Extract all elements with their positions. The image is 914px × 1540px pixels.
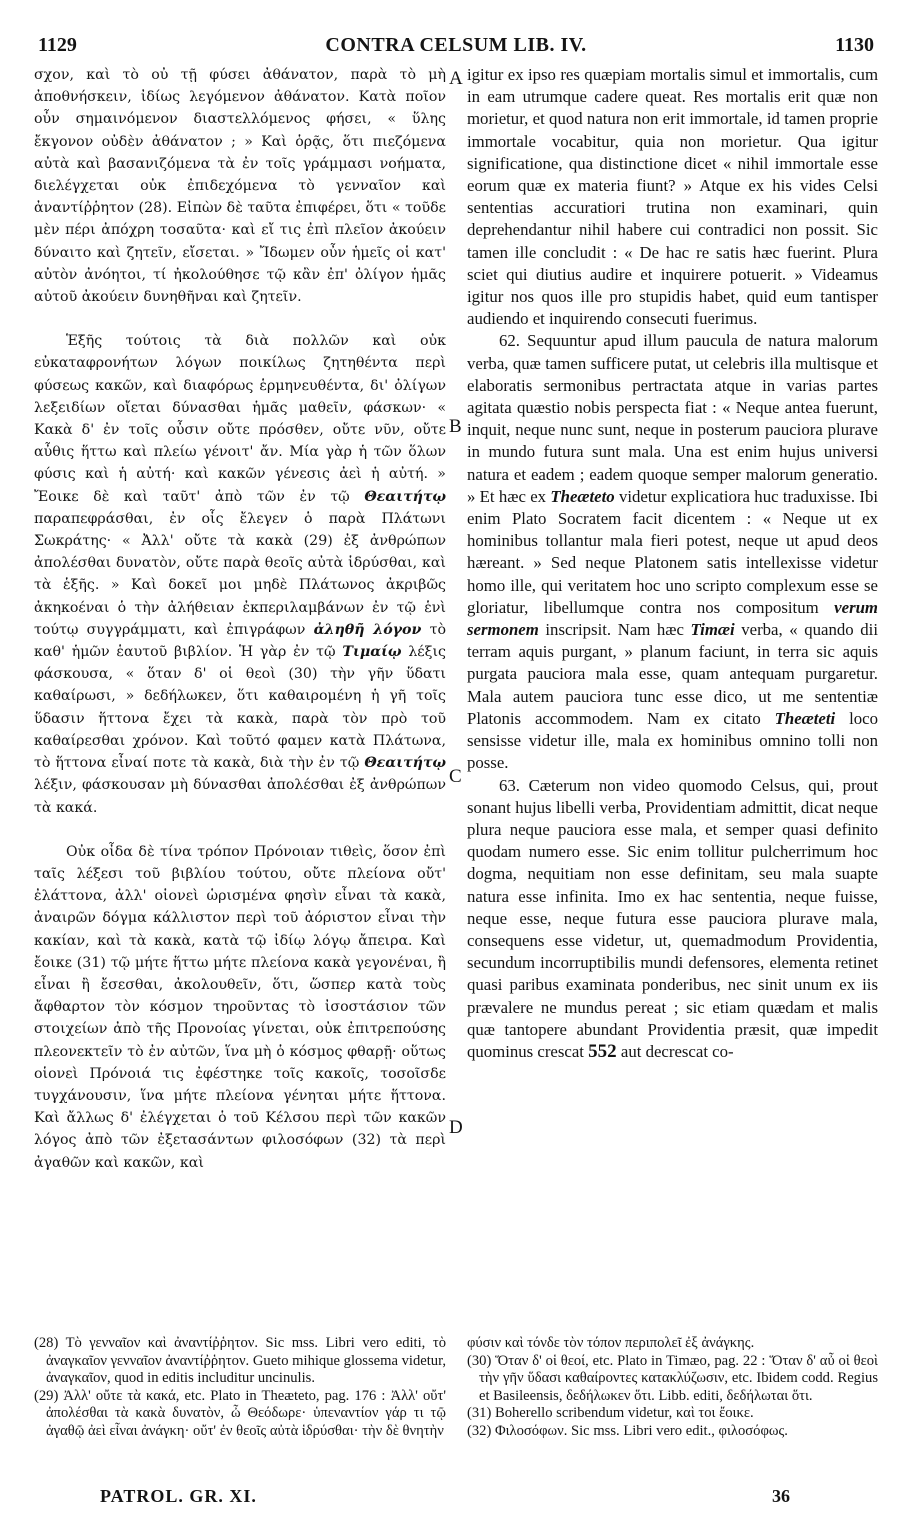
greek-paragraph-2: Ἑξῆς τούτοις τὰ διὰ πολλῶν καὶ οὐκ εὐκαταφρονήτων λόγων ποικίλως ζητηθέντα περὶ φύσεως κακῶν, καὶ διαφόρως ἑρμηνευθέντα, δι' ὀλίγων λεξειδίων οἴεται δύνασθαι ἡμᾶς μαθεῖν, φάσκων· « Κακὰ δ' ἐν τοῖς οὖσιν οὔτε πρόσθεν, οὔτε νῦν, οὔτε αὖθις ἥττω καὶ πλείω γένοιτ' ἄν. Μία γὰρ ἡ τῶν ὅλων φύσις καὶ ἡ αὐτή· καὶ κακῶν γένεσις ἀεὶ ἡ αὐτή. » Ἔοικε δὲ καὶ ταῦτ' ἀπὸ τῶν ἐν τῷ Θεαιτήτῳ παραπεφράσθαι, ἐν οἷς ἔλεγεν ὁ παρὰ Πλάτωνι Σωκράτης· « Ἀλλ' οὔτε τὰ κακὰ (29) ἐξ ἀνθρώπων ἀπολέσθαι δυνατὸν, οὔτε παρὰ θεοῖς αὐτὰ ἱδρύσθαι, καὶ τὰ ἑξῆς. » Καὶ δοκεῖ μοι μηδὲ Πλάτωνος ἀκριβῶς ἀκηκοέναι ὁ τὴν ἀλήθειαν ἐκπεριλαμβάνων ἐν τῷ ἑνὶ τούτῳ συγγράμματι, καὶ ἐπιγράφων ἀληθῆ λόγον τὸ καθ' ἡμῶν ἑαυτοῦ βιβλίον. Ἡ γὰρ ἐν τῷ Τιμαίῳ λέξις φάσκουσα, « ὅταν δ' οἱ θεοὶ (30) τὴν γῆν ὕδατι καθαίρωσι, » δεδήλωκεν, ὅτι καθαιρομένη ἡ γῆ τοῖς ὕδασιν ἥττονα ἔχει τὰ κακὰ, παρὰ τὸν πρὸ τοῦ καθαίρεσθαι χρόνον. Καὶ τοῦτό φαμεν κατὰ Πλάτωνα, τὸ ἥττονα εἶναί ποτε τὰ κακὰ, διὰ τὴν ἐν τῷ Θεαιτήτῳ λέξιν, φάσκουσαν μὴ δύνασθαι ἀπολέσθαι ἐξ ἀνθρώπων τὰ κακά. bbox=[34, 333, 447, 816]
margin-letter-d: D bbox=[449, 1117, 463, 1138]
greek-column bbox=[34, 64, 446, 1174]
greek-paragraph-3: Οὐκ οἶδα δὲ τίνα τρόπον Πρόνοιαν τιθεὶς, ὅσον ἐπὶ ταῖς λέξεσι τοῦ βιβλίου τούτου, οὔτε πλείονα οὔτ' ἐλάττονα, ἀλλ' οἱονεὶ ὡρισμένα φησὶν εἶναι τὰ κακὰ, ἀναιρῶν δόγμα κάλλιστον περὶ τοῦ ἀόριστον εἶναι τὴν κακίαν, καὶ τὰ κακὰ, κατὰ τῷ ἰδίῳ λόγῳ ἄπειρα. Καὶ ἔοικε (31) τῷ μήτε ἥττω μήτε πλείονα κακὰ γεγονέναι, ἢ εἶναι ἢ ἔσεσθαι, ἀκολουθεῖν, ὅτι, ὥσπερ κατὰ τοὺς ἄφθαρτον τὸν κόσμον τηροῦντας τὸ ἰσοστάσιον τῶν στοιχείων ἀπὸ τῆς Προνοίας γίνεται, οὐκ ἐπιτρεπούσης πλεονεκτεῖν τὸ ἐν αὐτῶν, ἵνα μὴ ὁ κόσμος φθαρῇ· οὕτως οἱονεὶ Πρόνοιά τις ἐφέστηκε τοῖς κακοῖς, τοσοῖσδε τυγχάνουσιν, ἵνα μήτε πλείονα γένηται μήτε ἥττονα. Καὶ ἄλλως δ' ἐλέγχεται ὁ τοῦ Κέλσου περὶ τῶν κακῶν λόγος ἀπὸ τῶν ἐξετασάντων φιλοσόφων (32) τὰ περὶ ἀγαθῶν καὶ κακῶν, καὶ bbox=[34, 843, 446, 1171]
gathering-number: 36 bbox=[772, 1486, 790, 1506]
margin-letter-a: A bbox=[449, 68, 463, 89]
footnote-29: (29) Ἀλλ' οὔτε τὰ κακά, etc. Plato in Theæteto, pag. 176 : Ἀλλ' οὔτ' ἀπολέσθαι τὰ κακὰ δυνατὸν, ὦ Θεόδωρε· ὑπεναντίον γάρ τι τῷ ἀγαθῷ ἀεὶ εἶναι ἀνάγκη· οὔτ' ἐν θεοῖς αὐτὰ ἱδρύσθαι· τὴν δὲ θνητὴν bbox=[34, 1387, 446, 1439]
footnotes-left bbox=[34, 1335, 446, 1441]
page-header bbox=[34, 34, 878, 60]
series-signature: PATROL. GR. XI. bbox=[100, 1486, 257, 1506]
page-number-left: 1129 bbox=[38, 34, 77, 56]
margin-letter-c: C bbox=[449, 766, 462, 787]
footnotes-right bbox=[467, 1335, 878, 1441]
column-stop-number: 552 bbox=[588, 1040, 617, 1062]
footnote-29-continued: φύσιν καὶ τόνδε τὸν τόπον περιπολεῖ ἐξ ἀνάγκης. bbox=[467, 1335, 755, 1351]
latin-paragraph-62: 62. Sequuntur apud illum paucula de natura malorum verba, quæ tamen sufficere putat, ut celebris illa multisque et elaboratis sermonibus pertractata atque in varias partes agitata quæstio nobis perspecta fiat : « Neque antea fuerunt, inquit, neque nunc sunt, neque in posterum pauciora plurave in mundo futura sunt mala. Una est enim hujus universi natura et eadem ; eadem quoque semper malorum generatio. » Et hæc ex Theæteto videtur explicatiora huc traduxisse. Ibi enim Plato Socratem facit dicentem : « Neque ut ex hominibus tollantur mala fieri potest, neque ut apud deos hæreant. » Sed neque Platonem satis intellexisse videtur homo ille, qui veritatem hoc uno scripto complexum esse se gloriatur, libellumque contra nos compositum verum sermonem inscripsit. Nam hæc Timæi verba, « quando dii terram aquis purgant, » planum faciunt, in terra sic aquis purgata pauciora mala esse, quam antequam purgaretur. Mala autem pauciora tunc esse dico, ut me sententiæ Platonis accommodem. Nam ex citato Theæteti loco sensisse videtur ille, mala ex hominibus omnino tolli non posse. bbox=[467, 331, 878, 773]
latin-column bbox=[467, 64, 878, 1063]
greek-paragraph-1: σχον, καὶ τὸ οὐ τῇ φύσει ἀθάνατον, παρὰ τὸ μὴ ἀποθνήσκειν, ἰδίως λεγόμενον ἀθάνατον. Κατὰ ποῖον οὖν σημαινόμενον διαστελλόμενος φήσει, « ὕλης ἔκγονον οὐδὲν ἀθάνατον ; » Καὶ ὁρᾷς, ὅτι πιεζόμενα αὐτὰ καὶ βασανιζόμενα τὰ ἐν τοῖς γράμμασι νοήματα, διελέγχεται οὐκ ἐπιδεχόμενα τὸ γενναῖον καὶ ἀναντίῤῥητον (28). Εἰπὼν δὲ ταῦτα ἐπιφέρει, ὅτι « τοῦδε μὲν πέρι ἀπόχρη τοσαῦτα· καὶ εἴ τις ἐπὶ πλεῖον ἀκούειν δύναιτο καὶ ζητεῖν, εἴσεται. » Ἴδωμεν οὖν ἡμεῖς οἱ κατ' αὐτὸν ἀνόητοι, τί ἠκολούθησε τῷ κἂν ἐπ' ὀλίγον ἡμᾶς αὐτοῦ ἀκούειν δυνηθῆναι καὶ ζητεῖν. bbox=[34, 67, 446, 306]
footnote-31: (31) Boherello scribendum videtur, καὶ τοι ἔοικε. bbox=[467, 1405, 754, 1422]
page-footer bbox=[34, 1486, 878, 1510]
margin-letter-b: B bbox=[449, 416, 462, 437]
footnote-30: (30) Ὅταν δ' οἱ θεοί, etc. Plato in Timæo, pag. 22 : Ὅταν δ' αὖ οἱ θεοὶ τὴν γῆν ὕδασι καθαίροντες κατακλύζωσιν, etc. Ibidem codd. Regius et Basileensis, δεδήλωκεν ὅτι. Libb. editi, δεδήλωται ὅτι. bbox=[467, 1352, 878, 1404]
footnote-32: (32) Φιλοσόφων. Sic mss. Libri vero edit., φιλοσόφως. bbox=[467, 1422, 788, 1439]
footnote-28: (28) Τὸ γενναῖον καὶ ἀναντίῤῥητον. Sic mss. Libri vero editi, τὸ ἀναγκαῖον γενναῖον ἀναντίῤῥητον. Gueto mihique glossema videtur, ἀναγκαῖον, quod in editis includitur uncinulis. bbox=[34, 1335, 447, 1387]
latin-paragraph-63: 63. Cæterum non video quomodo Celsus, qui, prout sonant hujus libelli verba, Providentiam admittit, dicat neque plura neque pauciora esse mala, et semper quasi definito quodam numero esse. Sic enim tollitur pulcherrimum hoc dogma, nequitiam non esse definitam, seu mala suapte natura esse infinita. Imo ex hac sententia, neque fuisse, neque esse, neque futura esse pauciora plurave mala, consequens esse videtur, ut, quemadmodum Providentia, secundum incorruptibilis mundi defensores, elementa retinet quasi paribus examinata ponderibus, nec sinit unum ex iis prævalere ne mundus pereat ; sic etiam quædam et malis quæ tantopere abundant Providentia præsit, quæ impedit quominus crescat 552 aut decrescat co- bbox=[467, 775, 878, 1062]
latin-paragraph-1: igitur ex ipso res quæpiam mortalis simul et immortalis, cum in eam utrumque cadere queat. Res mortalis erit quæ non morietur, et quod natura non erit immortale, id tamen proprie immortale vocabitur, quia non morietur. Qua igitur significatione, qua distinctione dicet « nihil immortale esse eorum quæ ex materia fiunt? » Atque ex his vides Celsi sententias accuratiori trutina non examinari, quin deprehendantur nihil habere cui contradici non possit. Sic tamen ille concludit : « De hac re satis hæc fuerint. Plura sciet qui diutius audire et inquirere potuerit. » Videamus igitur nos quos ille pro stupidis habet, quid eum tantisper audiendo et inquirendo consecuti fuerimus. bbox=[467, 65, 878, 329]
running-title: CONTRA CELSUM LIB. IV. bbox=[325, 34, 587, 56]
page-number-right: 1130 bbox=[835, 34, 874, 56]
